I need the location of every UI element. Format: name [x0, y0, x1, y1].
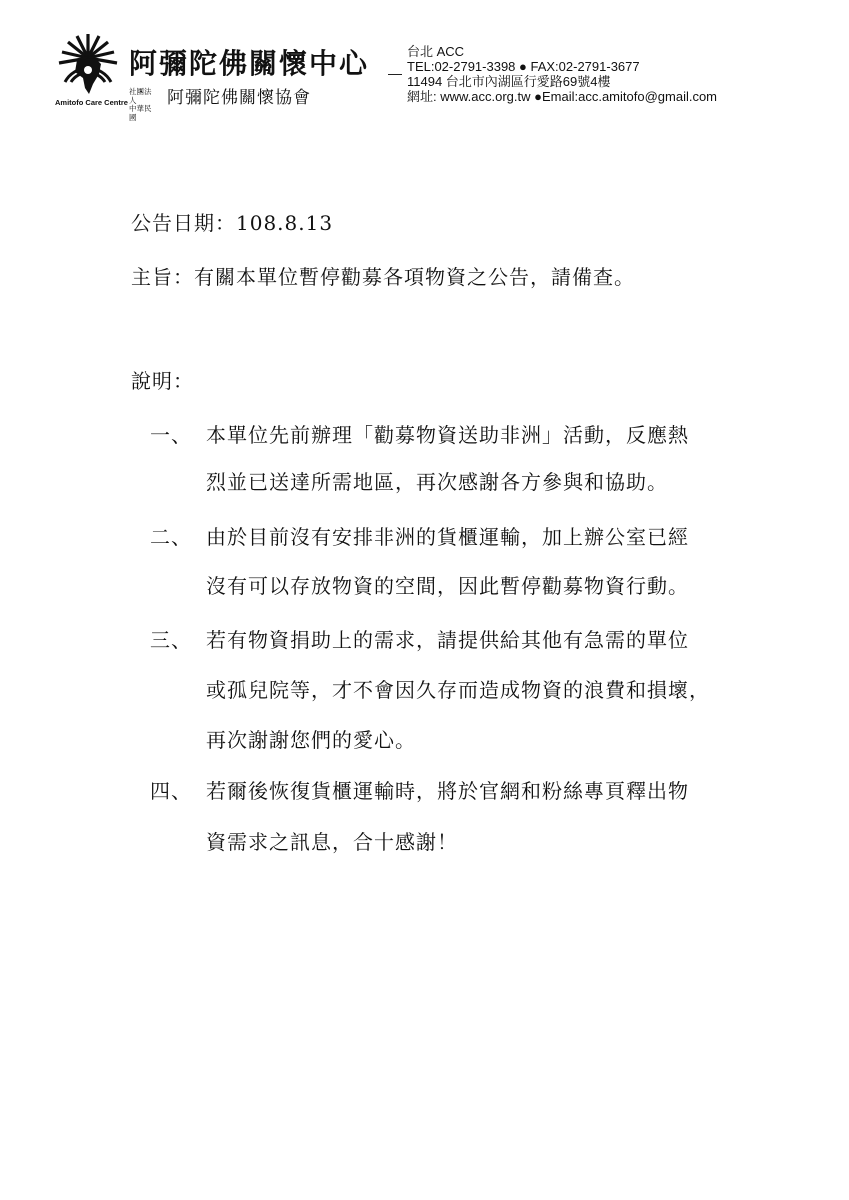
contact-address: 11494 台北市內湖區行愛路69號4樓: [407, 74, 611, 89]
organization-name: 阿彌陀佛關懷中心: [129, 47, 370, 80]
association-prefix: [129, 88, 157, 122]
item-line: 沒有可以存放物資的空間，因此暫停勸募物資行動。: [206, 574, 689, 598]
item-line: 若有物資捐助上的需求，請提供給其他有急需的單位: [206, 628, 689, 652]
notice-subject: 主旨：有關本單位暫停勸募各項物資之公告，請備查。: [131, 265, 635, 289]
letterhead-divider: [388, 74, 402, 75]
contact-block: [407, 44, 717, 104]
organization-logo-icon: [55, 30, 121, 98]
contact-website-email: 網址: www.acc.org.tw ●Email:acc.amitofo@gmail.com: [407, 89, 718, 104]
logo-caption: Amitofo Care Centre: [55, 98, 128, 107]
item-line: 由於目前沒有安排非洲的貨櫃運輸，加上辦公室已經: [206, 525, 689, 549]
item-line: 或孤兒院等，才不會因久存而造成物資的浪費和損壞，: [206, 678, 710, 702]
item-number: 一、: [150, 423, 192, 447]
association-prefix-line-1: 社團法人: [129, 87, 152, 105]
contact-office: 台北 ACC: [407, 44, 465, 59]
association-name: 阿彌陀佛關懷協會: [167, 88, 311, 108]
contact-phone-fax: TEL:02-2791-3398 ● FAX:02-2791-3677: [407, 59, 640, 74]
item-line: 本單位先前辦理「勸募物資送助非洲」活動，反應熱: [206, 423, 689, 447]
item-line: 若爾後恢復貨櫃運輸時，將於官網和粉絲專頁釋出物: [206, 779, 689, 803]
notice-date: 公告日期：108.8.13: [131, 211, 334, 235]
item-line: 再次謝謝您們的愛心。: [206, 728, 416, 752]
letterhead: [55, 28, 815, 122]
explanation-label: 說明：: [131, 369, 194, 393]
item-line: 烈並已送達所需地區，再次感謝各方參與和協助。: [206, 470, 668, 494]
item-number: 四、: [150, 779, 192, 803]
item-line: 資需求之訊息，合十感謝！: [206, 830, 458, 854]
association-prefix-line-2: 中華民國: [129, 104, 152, 122]
item-number: 三、: [150, 628, 192, 652]
item-number: 二、: [150, 525, 192, 549]
